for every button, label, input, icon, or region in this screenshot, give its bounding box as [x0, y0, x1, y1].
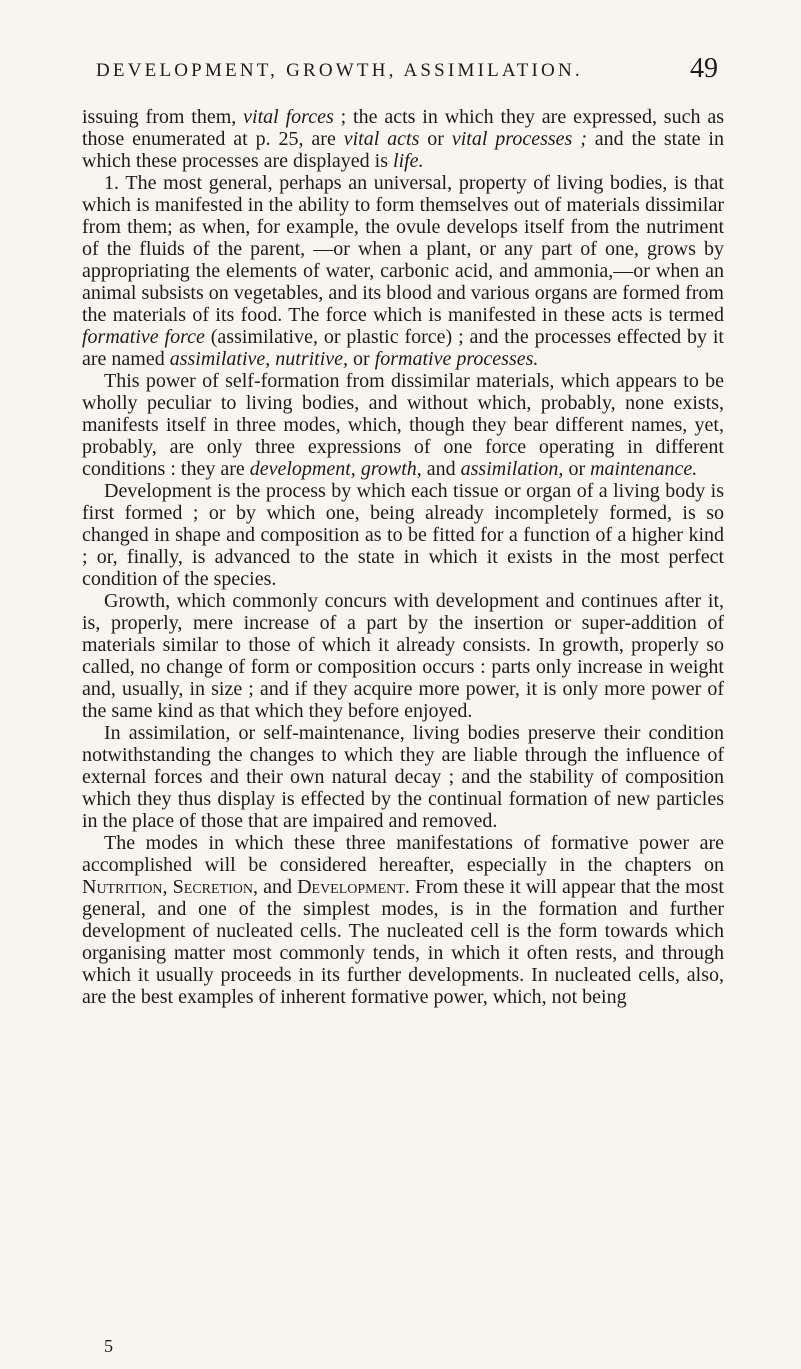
paragraph-4: Development is the process by which each tissue or organ of a living body is first formed ; or by which one, being already incompletely formed, is so changed in shape and composition as to be fitted for a function of a higher kind ; or, finally, is advanced to the state in which it exists in the most perfect condition of the species.	[82, 480, 724, 590]
text-run: This power of self-formation from dissimilar materials, which appears to be wholly peculiar to living bodies, and without which, probably, none exists, manifests itself in three modes, which, though they bear different names, yet, probably, are only three expressions of one force operating in different conditions : they are	[82, 370, 724, 480]
paragraph-5: Growth, which commonly concurs with development and continues after it, is, properly, mere increase of a part by the insertion or super-addition of materials similar to those of which it already consists. In growth, properly so called, no change of form or composition occurs : parts only increase in weight and, usually, in size ; and if they acquire more power, it is only more power of the same kind as that which they before enjoyed.	[82, 590, 724, 722]
text-run: and the state in which these processes are displayed is	[82, 128, 724, 172]
paragraph-2	[82, 172, 724, 370]
italic-term: maintenance.	[590, 458, 698, 480]
paragraph-3	[82, 370, 724, 480]
paragraph-6: In assimilation, or self-maintenance, living bodies preserve their condition notwithstanding the changes to which they are liable through the influence of external forces and their own natural decay ; and the stability of composition which they thus display is effected by the continual formation of new particles in the place of those that are impaired and removed.	[82, 722, 724, 832]
italic-term: vital acts	[343, 128, 420, 150]
text-run: The modes in which these three manifestations of formative power are accomplished will be considered hereafter, especially in the chapters on	[82, 832, 724, 876]
text-run: and	[257, 876, 298, 898]
text-run: ; the acts in which they are expressed, such as those enumerated at p. 25, are	[82, 106, 725, 150]
text-run: or	[419, 128, 452, 150]
running-head	[96, 53, 718, 90]
paragraph-7	[82, 832, 724, 1008]
page-number: 49	[690, 53, 718, 84]
italic-term: vital forces	[243, 106, 334, 128]
text-run: From these it will appear that the most general, and one of the simplest modes, is in the formation and further development of nucleated cells. The nucleated cell is the form towards which organising matter most commonly tends, in which it often rests, and through which it usually proceeds in its further developments. In nucleated cells, also, are the best examples of inherent formative power, which, not being	[82, 876, 724, 1008]
small-caps-term: Development.	[297, 876, 410, 898]
italic-term: vital processes ;	[451, 128, 587, 150]
text-run: (assimilative, or plastic force) ; and the processes effected by it are named	[82, 326, 724, 370]
italic-term: assimilation,	[460, 458, 564, 480]
running-title: DEVELOPMENT, GROWTH, ASSIMILATION.	[96, 60, 583, 81]
text-run: issuing from them,	[82, 106, 244, 128]
text-run: and	[421, 458, 461, 480]
italic-term: formative force	[82, 326, 205, 348]
small-caps-term: Nutrition, Secretion,	[82, 876, 258, 898]
italic-term: development,	[249, 458, 356, 480]
text-run: or	[348, 348, 375, 370]
signature-mark: 5	[104, 1336, 113, 1356]
italic-term: life.	[393, 150, 424, 172]
body-text	[82, 106, 724, 1008]
text-run: or	[563, 458, 591, 480]
italic-term: formative processes.	[374, 348, 539, 370]
italic-term: growth,	[360, 458, 422, 480]
italic-term: assimilative, nutritive,	[169, 348, 349, 370]
paragraph-1	[82, 106, 724, 172]
text-run: 1. The most general, perhaps an universal, property of living bodies, is that which is manifested in the ability to form themselves out of materials dissimilar from them; as when, for example, the ovule develops itself from the nutriment of the fluids of the parent, —or when a plant, or any part of one, grows by appropriating the elements of water, carbonic acid, and ammonia,—or when an animal subsists on vegetables, and its blood and various organs are formed from the materials of its food. The force which is manifested in these acts is termed	[82, 172, 724, 326]
